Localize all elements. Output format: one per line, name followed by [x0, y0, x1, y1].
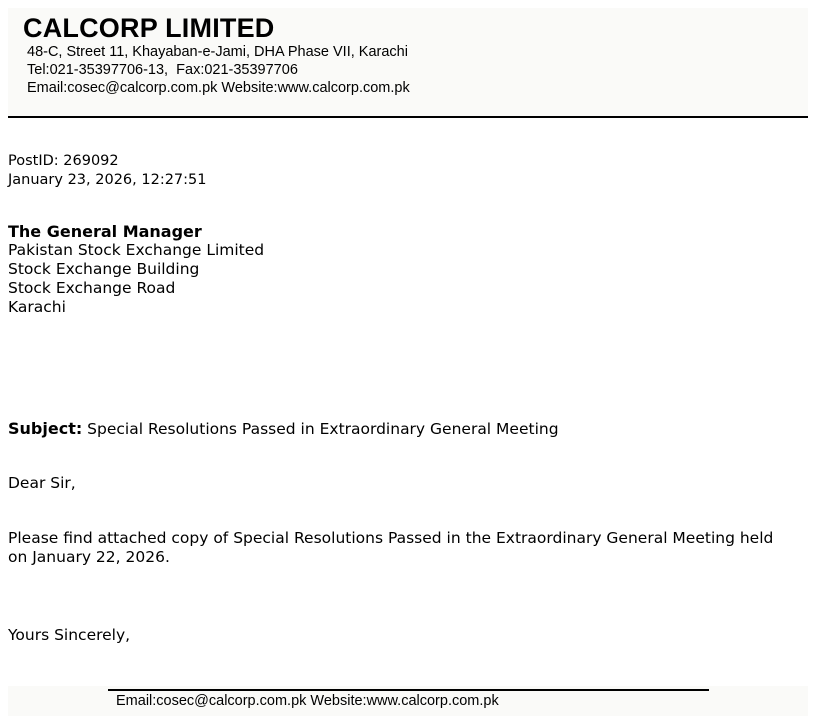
- post-datetime: January 23, 2026, 12:27:51: [8, 172, 207, 188]
- company-name: CALCORP LIMITED: [23, 13, 275, 43]
- header-divider: [8, 116, 808, 118]
- post-id: PostID: 269092: [8, 153, 119, 169]
- subject-text: Special Resolutions Passed in Extraordinary General Meeting: [87, 420, 559, 438]
- footer-email-website: Email:cosec@calcorp.com.pk Website:www.calcorp.com.pk: [116, 693, 499, 709]
- company-address: 48-C, Street 11, Khayaban-e-Jami, DHA Phase VII, Karachi: [27, 44, 408, 60]
- addressee-block: [8, 222, 264, 317]
- addressee-line: Stock Exchange Road: [8, 279, 176, 297]
- addressee-role: The General Manager: [8, 222, 202, 241]
- addressee-line: Karachi: [8, 298, 66, 316]
- letter-body: Please find attached copy of Special Resolutions Passed in the Extraordinary General Meeting held on January 22, 2026.: [8, 529, 774, 566]
- post-meta: [8, 152, 207, 190]
- company-email-website: Email:cosec@calcorp.com.pk Website:www.calcorp.com.pk: [27, 80, 410, 96]
- salutation: Dear Sir,: [8, 474, 76, 492]
- footer: [8, 686, 808, 716]
- addressee-line: Pakistan Stock Exchange Limited: [8, 241, 265, 259]
- addressee-line: Stock Exchange Building: [8, 260, 200, 278]
- company-phone-fax: Tel:021-35397706-13, Fax:021-35397706: [27, 62, 298, 78]
- closing: Yours Sincerely,: [8, 626, 131, 644]
- letterhead: [8, 8, 808, 116]
- footer-divider: [108, 689, 709, 691]
- subject-label: Subject:: [8, 419, 83, 438]
- subject-line: [8, 419, 559, 439]
